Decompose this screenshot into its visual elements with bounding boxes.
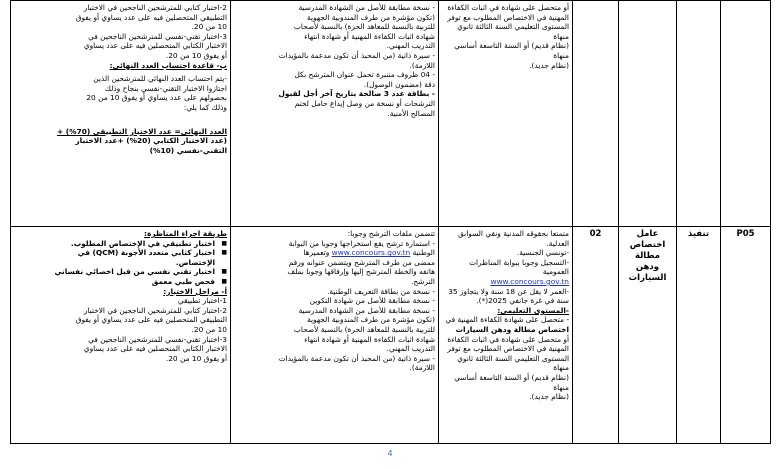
text-line: (نظام قديم) أو السنة التاسعة أساسي منهاة — [454, 372, 569, 392]
application-files-cell — [231, 227, 439, 444]
text-line: للتربية بالنسبة للمعاهد الحرة) بالنسبة لأصحاب — [293, 22, 435, 32]
type-cell: تنفيذ — [677, 227, 721, 444]
text-line: - سيرة ذاتية (من المحبذ أن تكون مدعمة بالمؤيدات — [278, 50, 435, 60]
text-line: اللازمة). — [409, 60, 435, 70]
text-line: بحصولهم على عدد يساوي أو يفوق 10 من 20 — [86, 93, 227, 103]
text-line: المستوى التعليمي السنة الثالثة ثانوي منهاة — [457, 353, 569, 373]
text-line: -تونسي الجنسية. — [516, 248, 569, 258]
text-line: هاتفه والخطة المترشح إليها وإرفاقها وجوبا بملف — [287, 267, 435, 277]
text-line: عامل — [636, 229, 659, 239]
text-line: تتضمن ملفات الترشح وجوبا: — [347, 229, 435, 238]
text-line: (نظام قديم) أو السنة التاسعة أساسي منهاة — [454, 41, 569, 60]
text-line: الاختبار الكتابي المتحصلين فيه على عدد يساوي — [83, 344, 227, 354]
formula-line: التقني-نفسي (10%) — [149, 145, 227, 155]
text-line: الاختبار الكتابي المتحصلين فيه على عدد يساوي — [83, 41, 227, 51]
text-line: التطبيقي المتحصلين فيه على عدد يساوي أو يفوق — [75, 315, 227, 325]
text-line: 2-اختبار كتابي للمترشحين الناجحين في الاختبار — [83, 3, 227, 12]
section-heading: ب- قاعدة احتساب العدد النهائي: — [109, 60, 227, 70]
text-line: - نسخة مطابقة للأصل من الشهادة المدرسية — [298, 305, 435, 315]
code-cell: P05 — [721, 227, 771, 444]
code-cell-empty — [721, 1, 771, 227]
text-line: -العمر لا يقل عن 18 سنة ولا يتجاوز 35 — [448, 286, 569, 296]
text-line — [234, 248, 435, 258]
text-line: أو يفوق 10 من 20. — [165, 50, 227, 60]
text-line: - استمارة ترشح يقع استخراجها وجوبا من البوابة — [288, 238, 435, 248]
text-line: - نسخة مطابقة للأصل من شهادة التكوين — [309, 296, 435, 306]
grade-cell-empty — [619, 1, 677, 227]
text-line: - نسخة من بطاقة التعريف الوطنية. — [327, 286, 435, 296]
table-row — [11, 227, 771, 444]
conditions-cell — [439, 227, 573, 444]
text-line: (تكون مؤشرة من طرف المندوبية الجهوية — [307, 315, 435, 325]
text-line: (نظام جديد). — [529, 60, 569, 70]
section-heading: طريقة اجراء المناظرة: — [144, 229, 227, 238]
conditions-cell — [439, 1, 573, 227]
text-line: اختصاص — [629, 240, 666, 250]
text-line: التدريب المهني. — [386, 41, 435, 51]
text-line: دقة (مضمون الوصول). — [363, 79, 435, 89]
section-heading: -المستوى التعليمي: — [497, 305, 569, 315]
competition-table — [10, 0, 771, 444]
text-line: التطبيقي المتحصلين فيه على عدد يساوي أو يفوق — [75, 12, 227, 22]
table-row — [11, 1, 771, 227]
list-item: ■ اختبار تطبيقي في الإختصاص المطلوب. — [14, 239, 227, 249]
list-item: ■ فحص طبي معمق — [14, 277, 227, 287]
text-fragment: وتعميرها — [303, 248, 330, 258]
text-line: التدريب المهني. — [386, 344, 435, 354]
text-line: 10 من 20. — [191, 22, 227, 32]
text-line: الترشح. — [411, 276, 435, 286]
type-cell-empty — [677, 1, 721, 227]
text-line: اللازمة). — [409, 363, 435, 373]
concours-portal-link[interactable]: www.concours.gov.tn — [490, 276, 569, 286]
text-line: اختصاص مطالة ودهن السيارات — [455, 324, 569, 334]
text-line: (تكون مؤشرة من طرف المندوبية الجهوية — [307, 12, 435, 22]
page-number: 4 — [387, 449, 393, 458]
exam-method-cell — [11, 1, 231, 227]
text-line: أو يفوق 10 من 20. — [165, 353, 227, 363]
section-heading: أ- مراحل الاختبار: — [163, 286, 227, 296]
list-item: ■ اختبار كتابي متعدد الأجوبة (QCM) في — [14, 248, 227, 258]
text-line: المستوى التعليمي السنة الثالثة ثانوي منهاة — [457, 22, 569, 41]
text-line: اجتازوا الاختبار التقني-نفسي بنجاح وذلك — [104, 83, 227, 93]
text-line: متمتعا بحقوقه المدنية ونقي السوابق العدلية. — [457, 229, 569, 248]
text-line: وذلك كما يلي: — [183, 102, 227, 112]
text-line: مطالة — [634, 251, 661, 261]
text-line: 10 من 20. — [191, 324, 227, 334]
exam-method-cell — [11, 227, 231, 444]
text-line: 3-اختبار تقني-نفسي للمترشحين الناجحين في — [88, 334, 227, 344]
formula-line: (عدد الاختبار الكتابي (20%) +عدد الاختبار — [75, 136, 227, 146]
count-cell: 02 — [573, 227, 619, 444]
concours-portal-link[interactable]: www.concours.gov.tn — [331, 248, 411, 258]
text-line: المصالح الأمنية. — [387, 108, 435, 118]
text-line: ودهن — [635, 262, 660, 272]
text-line: ممضى من طرف المترشح ويتضمن عنوانه ورقم — [288, 257, 435, 267]
count-cell-empty — [573, 1, 619, 227]
text-line: شهادة اثبات الكفاءة المهنية أو شهادة انتهاء — [304, 31, 435, 41]
text-line: -التسجيل وجوبا ببوابة المناظرات العمومية — [469, 257, 569, 277]
text-line: 1-اختبار تطبيقي — [177, 296, 227, 306]
text-fragment: الوطنية — [412, 248, 435, 258]
text-line: - 04 ظروف متنبرة تحمل عنوان المترشح بكل — [294, 70, 435, 80]
text-line: السيارات — [628, 273, 667, 283]
text-line: أو متحصل على شهادة في اثبات الكفاءة — [447, 3, 569, 12]
text-line: - بطاقة عدد 3 صالحة بتاريخ آخر أجل لقبول — [278, 89, 435, 99]
text-line: 3-اختبار تقني-نفسي للمترشحين الناجحين في — [88, 31, 227, 41]
application-files-cell — [231, 1, 439, 227]
text-line: للتربية بالنسبة للمعاهد الحرة) بالنسبة لأصحاب — [293, 324, 435, 334]
text-line: أو متحصل على شهادة في اثبات الكفاءة — [447, 334, 569, 344]
text-line: -يتم احتساب العدد النهائي للمترشحين الذين — [93, 74, 227, 84]
text-line: - سيرة ذاتية (من المحبذ أن تكون مدعمة بالمؤيدات — [278, 353, 435, 363]
grade-cell — [619, 227, 677, 444]
text-line — [442, 277, 569, 287]
text-line: المهنية في الاختصاص المطلوب مع توفر — [447, 344, 569, 354]
text-line: (نظام جديد). — [529, 392, 569, 402]
text-line: - متحصل على شهادة الكفاءة المهنية في — [445, 315, 569, 325]
text-line: المهنية في الاختصاص المطلوب مع توفر — [447, 12, 569, 22]
text-line: الإختصاص. — [175, 257, 215, 267]
text-line: سنة في غرة جانفي 2025(*). — [476, 296, 569, 306]
text-line: - نسخة مطابقة للأصل من الشهادة المدرسية — [298, 3, 435, 12]
list-item: ■ اختبار تقني نفسي من قبل اخصائي نفساني — [14, 267, 227, 277]
text-line: شهادة اثبات الكفاءة المهنية أو شهادة انتهاء — [304, 334, 435, 344]
text-line: 2-اختبار كتابي للمترشحين الناجحين في الاختبار — [83, 305, 227, 315]
formula-line: العدد النهائي= عدد الاختبار التطبيقي (70%) + — [57, 126, 227, 136]
text-line: الترشحات أو نسخة من وصل إيداع حامل لختم — [294, 98, 435, 108]
